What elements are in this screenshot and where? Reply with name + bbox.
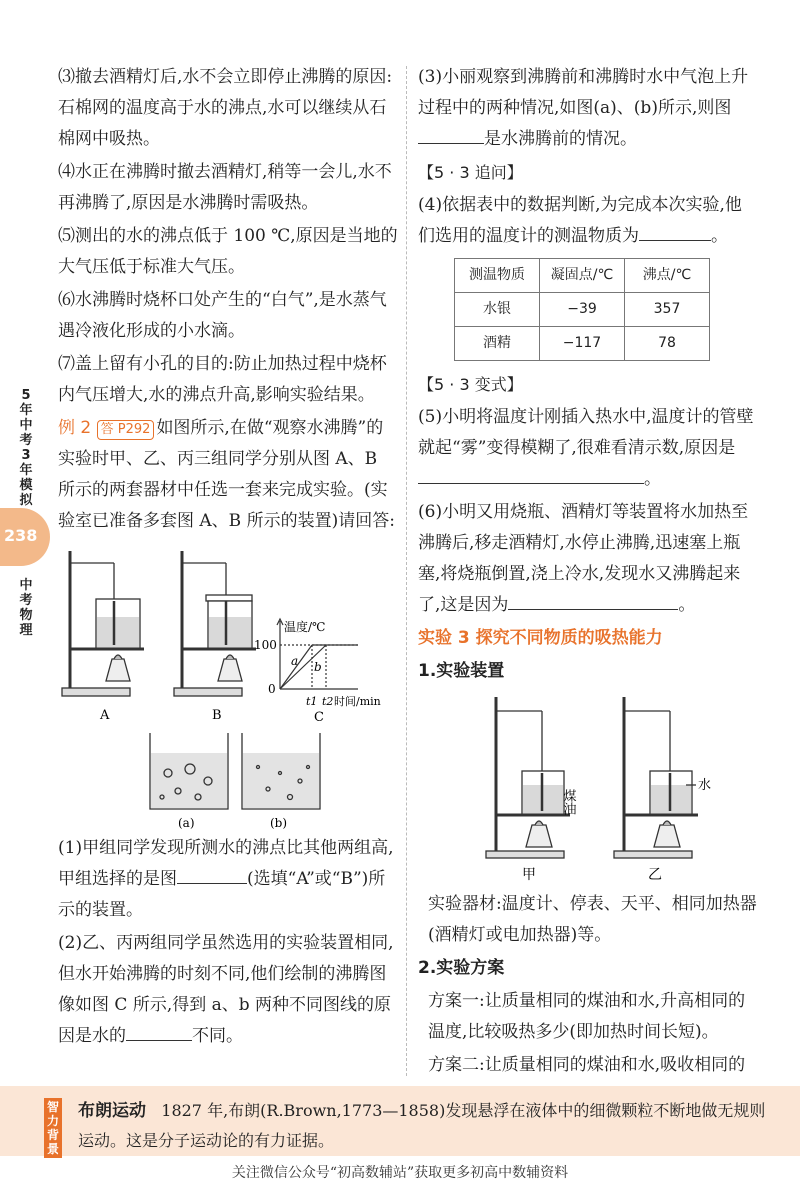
beaker-a-label: (a) (178, 816, 195, 830)
question-4 (418, 190, 758, 252)
example-label: 例 2 (58, 418, 92, 438)
graph-y100: 100 (254, 638, 277, 652)
background-text (78, 1096, 768, 1156)
answer-blank-1[interactable] (177, 865, 247, 884)
apparatus-jia (486, 697, 570, 858)
question-3 (418, 62, 758, 155)
question-3-tail: 是水沸腾前的情况。 (484, 129, 637, 149)
left-column (58, 62, 398, 1054)
label-jia: 甲 (522, 867, 536, 883)
boiling-apparatus-figure (58, 541, 398, 831)
label-c: C (314, 710, 324, 725)
point-5: ⑸测出的水的沸点低于 100 ℃,原因是当地的大气压低于标准大气压。 (58, 226, 398, 277)
table-cell: −39 (540, 293, 625, 327)
question-2-tail: 不同。 (192, 1026, 243, 1046)
apparatus-b (174, 551, 256, 696)
graph-origin: 0 (268, 682, 276, 696)
table-cell: 酒精 (455, 327, 540, 361)
point-4: ⑷水正在沸腾时撤去酒精灯,稍等一会儿,水不再沸腾了,原因是水沸腾时需吸热。 (58, 162, 392, 213)
question-6-text: (6)小明又用烧瓶、酒精灯等装置将水加热至沸腾后,移走酒精灯,水停止沸腾,迅速塞上瓶塞,将烧瓶倒置,浇上冷水,发现水又沸腾起来了,这是因为 (418, 502, 749, 615)
answer-blank-2[interactable] (126, 1022, 192, 1041)
subject-label: 中考物理 (19, 578, 33, 638)
label-yi: 乙 (648, 867, 662, 883)
example-2 (58, 413, 398, 537)
graph-ylabel: 温度/℃ (284, 620, 326, 634)
table-cell: 357 (625, 293, 710, 327)
label-a: A (100, 708, 110, 723)
column-divider (406, 66, 407, 1076)
graph-xlabel: 时间/min (334, 695, 381, 708)
table-header: 沸点/℃ (625, 259, 710, 293)
question-3-text: (3)小丽观察到沸腾前和沸腾时水中气泡上升过程中的两种情况,如图(a)、(b)所示,则图 (418, 67, 749, 118)
question-2-text: (2)乙、丙两组同学虽然选用的实验装置相同,但水开始沸腾的时刻不同,他们绘制的沸腾图像如图 C 所示,得到 a、b 两种不同图线的原因是水的 (58, 933, 394, 1046)
experiment-3-title: 实验 3 探究不同物质的吸热能力 (418, 628, 663, 648)
table-header-row (455, 259, 710, 293)
page-tab (0, 508, 50, 566)
question-2 (58, 928, 398, 1052)
variant-tag: 【5 · 3 变式】 (418, 375, 523, 394)
plan-1: 方案一:让质量相同的煤油和水,升高相同的温度,比较吸热多少(即加热时间长短)。 (428, 991, 746, 1042)
table-cell: 水银 (455, 293, 540, 327)
table-row (455, 327, 710, 361)
thermometer-table (454, 258, 710, 361)
point-6: ⑹水沸腾时烧杯口处产生的“白气”,是水蒸气遇冷液化形成的小水滴。 (58, 290, 387, 341)
answer-page-tag: 答 P292 (97, 420, 155, 440)
promo-note: 关注微信公众号“初高数辅站”获取更多初高中数辅资料 (231, 1165, 569, 1181)
page-number: 238 (4, 526, 38, 545)
label-b: B (212, 708, 222, 723)
table-header: 测温物质 (455, 259, 540, 293)
setup-heading: 1.实验装置 (418, 661, 505, 681)
question-5-text: (5)小明将温度计刚插入热水中,温度计的管壁就起“雾”变得模糊了,很难看清示数,原因是 (418, 407, 754, 458)
table-header: 凝固点/℃ (540, 259, 625, 293)
label-water: 水 (698, 778, 712, 793)
answer-blank-5[interactable] (418, 465, 644, 484)
apparatus-a (62, 551, 144, 696)
beaker-b-label: (b) (270, 816, 288, 830)
equipment-text: 实验器材:温度计、停表、天平、相同加热器(酒精灯或电加热器)等。 (428, 894, 757, 945)
label-oil: 煤油 (560, 789, 576, 815)
example-text: 如图所示,在做“观察水沸腾”的实验时甲、乙、丙三组同学分别从图 A、B 所示的两套器材中任选一套来完成实验。(实验室已准备多套图 A、B 所示的装置)请回答: (58, 418, 395, 531)
question-5 (418, 402, 758, 495)
plan-heading: 2.实验方案 (418, 958, 505, 978)
beaker-b (242, 733, 320, 809)
plan-2: 方案二:让质量相同的煤油和水,吸收相同的 (428, 1055, 746, 1075)
answer-blank-3[interactable] (418, 125, 484, 144)
question-1-text: (1)甲组同学发现所测水的沸点比其他两组高,甲组选择的是图 (58, 838, 394, 889)
answer-blank-4[interactable] (639, 222, 711, 241)
right-column (418, 62, 758, 1114)
question-4-text: (4)依据表中的数据判断,为完成本次实验,他们选用的温度计的测温物质为 (418, 195, 742, 246)
background-label: 智力背景 (44, 1098, 62, 1158)
beaker-a (150, 733, 228, 809)
heat-capacity-apparatus-figure (418, 689, 758, 889)
series-title: 5年中考3年模拟 (19, 388, 33, 508)
question-5-end: 。 (644, 469, 661, 489)
question-1 (58, 833, 398, 926)
point-7: ⑺盖上留有小孔的目的:防止加热过程中烧杯内气压增大,水的沸点升高,影响实验结果。 (58, 354, 387, 405)
background-title: 布朗运动 (78, 1101, 146, 1121)
background-body: 1827 年,布朗(R.Brown,1773—1858)发现悬浮在液体中的细微颗粒不断地做无规则运动。这是分子运动论的有力证据。 (78, 1101, 766, 1150)
apparatus-yi (614, 697, 698, 858)
question-6 (418, 497, 758, 621)
question-1-tail: (选填“A”或“B”)所示的装置。 (58, 869, 386, 920)
table-row (455, 293, 710, 327)
graph-t2: t2 (322, 695, 334, 708)
table-cell: 78 (625, 327, 710, 361)
followup-tag: 【5 · 3 追问】 (418, 163, 523, 182)
graph-line-b: b (314, 660, 322, 674)
question-6-end: 。 (678, 595, 696, 615)
graph-line-a: a (291, 654, 299, 668)
graph-t1: t1 (306, 695, 318, 708)
point-3: ⑶撤去酒精灯后,水不会立即停止沸腾的原因:石棉网的温度高于水的沸点,水可以继续从石棉网中吸热。 (58, 67, 393, 149)
question-4-end: 。 (711, 226, 728, 246)
answer-blank-6[interactable] (508, 591, 678, 610)
table-cell: −117 (540, 327, 625, 361)
